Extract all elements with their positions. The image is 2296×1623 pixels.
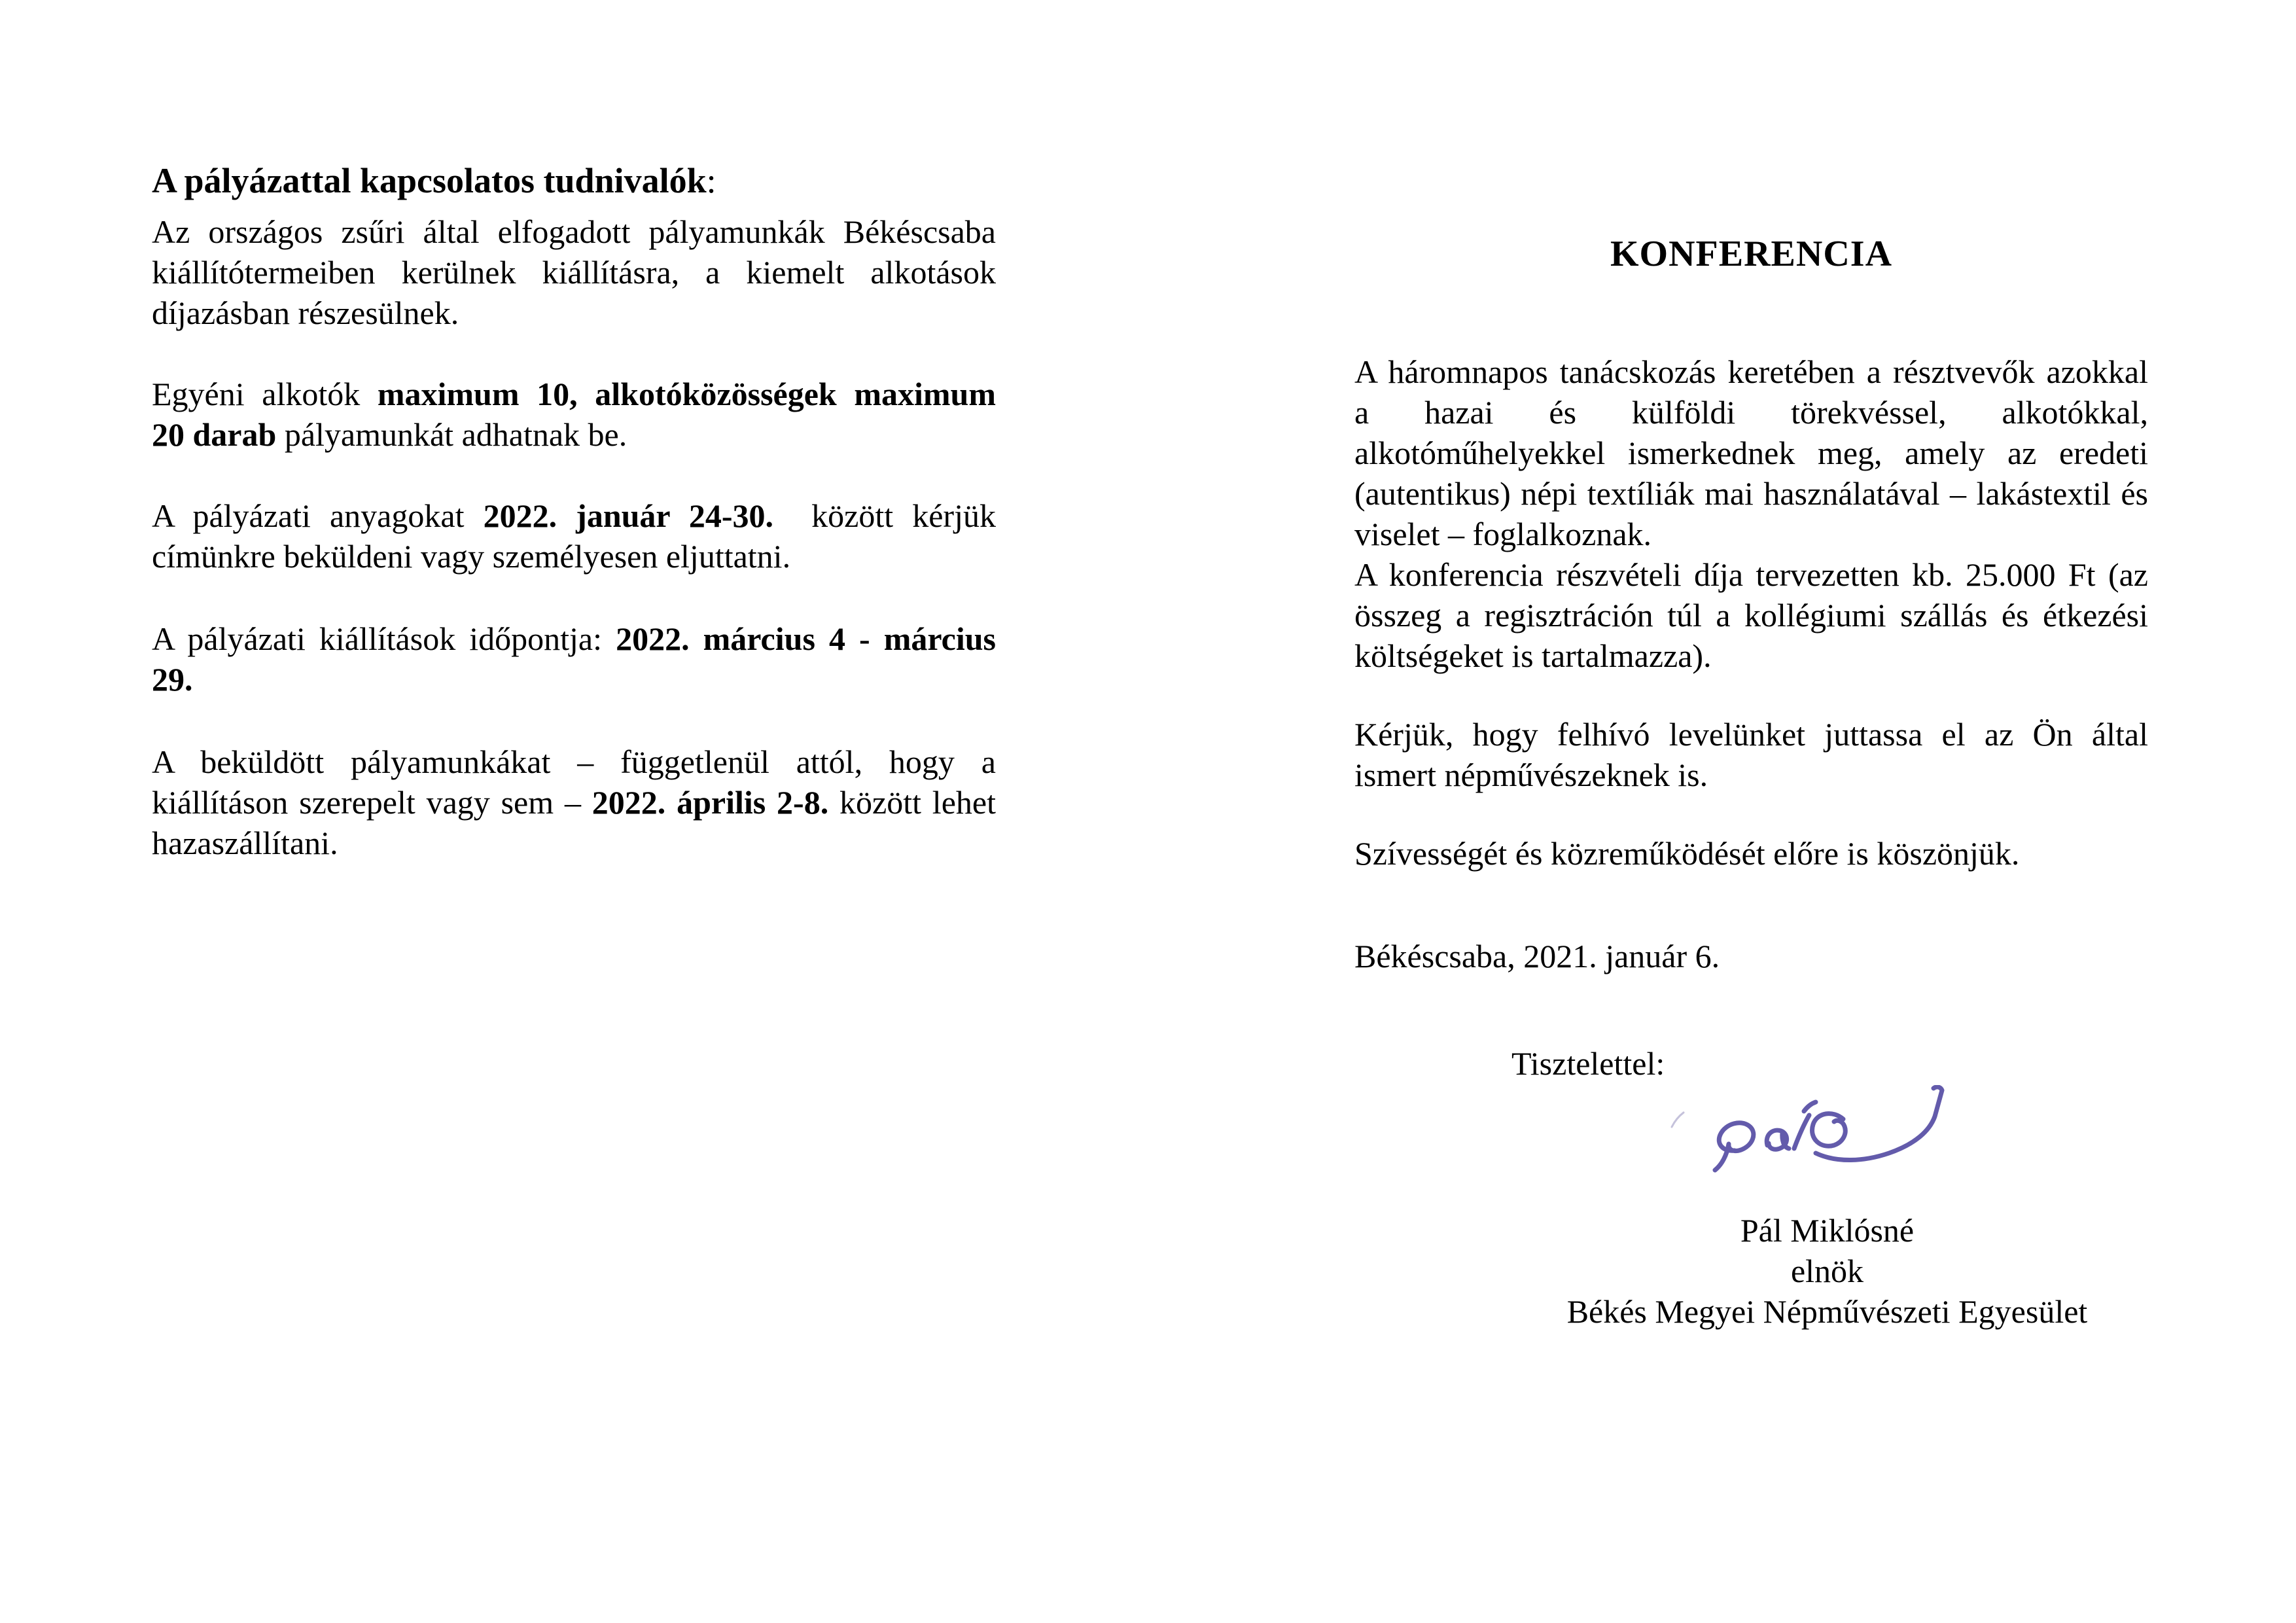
text-segment: között lehet — [828, 784, 996, 821]
signatory-name: Pál Miklósné — [1740, 1212, 1915, 1249]
closing-salutation: Tisztelettel: — [1511, 1045, 1665, 1082]
text-line — [152, 293, 996, 333]
text-line — [152, 160, 996, 201]
text-segment: ismert népművészeknek is. — [1354, 757, 1708, 793]
text-line — [152, 252, 996, 293]
section-heading — [152, 160, 996, 201]
text-segment: kiállításon szerepelt vagy sem – — [152, 784, 592, 821]
signatory-role: elnök — [1790, 1253, 1864, 1289]
text-segment: költségeket is tartalmazza). — [1354, 637, 1712, 674]
text-line — [152, 536, 996, 577]
text-segment: Kérjük, hogy felhívó levelünket juttassa el az Ön által — [1354, 716, 2148, 753]
bold-text-segment: maximum 10, alkotóközösségek maximum — [377, 376, 996, 412]
text-line — [1354, 473, 2148, 514]
text-segment: hazaszállítani. — [152, 825, 338, 861]
bold-text-segment: A pályázattal kapcsolatos tudnivalók — [152, 161, 707, 200]
text-segment: Egyéni alkotók — [152, 376, 378, 412]
text-line — [152, 374, 996, 414]
text-segment: pályamunkát adhatnak be. — [276, 416, 627, 453]
left-page — [152, 160, 996, 863]
text-segment: : — [706, 161, 716, 200]
signature-area — [1354, 1089, 2148, 1210]
paragraph-entry-limits — [152, 374, 996, 455]
text-segment: díjazásban részesülnek. — [152, 294, 459, 331]
text-line — [152, 618, 996, 659]
bold-text-segment: 2022. április 2-8. — [592, 784, 829, 821]
bold-text-segment: 2022. március 4 - március — [616, 620, 996, 657]
signatory-organization: Békés Megyei Népművészeti Egyesület — [1566, 1293, 2088, 1330]
text-line — [1354, 514, 2148, 554]
text-segment: A pályázati anyagokat — [152, 497, 484, 534]
text-line — [1354, 433, 2148, 473]
paragraph-jury-selection — [152, 211, 996, 333]
signature-block — [1505, 1210, 2149, 1332]
date-line: Békéscsaba, 2021. január 6. — [1354, 938, 1720, 974]
text-line — [152, 414, 996, 455]
text-line — [152, 741, 996, 782]
text-segment: között kérjük — [773, 497, 996, 534]
text-line — [1354, 714, 2148, 755]
text-line — [1354, 755, 2148, 795]
text-line — [1354, 833, 2148, 874]
text-segment: A konferencia részvételi díja tervezetten kb. 25.000 Ft (az — [1354, 556, 2148, 593]
text-segment: Szívességét és közreműködését előre is köszönjük. — [1354, 835, 2020, 872]
bold-text-segment: 2022. január 24-30. — [483, 497, 773, 534]
text-segment: összeg a regisztráción túl a kollégiumi szállás és étkezési — [1354, 597, 2148, 633]
text-line — [1354, 635, 2148, 676]
paragraph-exhibition-dates — [152, 618, 996, 700]
text-segment: kiállítótermeiben kerülnek kiállításra, a kiemelt alkotások — [152, 254, 996, 291]
text-line — [1354, 554, 2148, 595]
text-line — [152, 211, 996, 252]
text-line — [152, 659, 996, 700]
text-line — [1354, 595, 2148, 635]
text-line — [152, 823, 996, 863]
conference-title: KONFERENCIA — [1610, 234, 1893, 274]
paragraph-thanks — [1354, 833, 2148, 874]
paragraph-submission-dates — [152, 495, 996, 577]
text-line — [152, 495, 996, 536]
bold-text-segment: 29. — [152, 661, 193, 698]
text-line — [1354, 351, 2148, 392]
text-segment: A háromnapos tanácskozás keretében a résztvevők azokkal — [1354, 353, 2148, 390]
text-segment: A beküldött pályamunkákat – függetlenül attól, hogy a — [152, 743, 996, 780]
paragraph-conference-description — [1354, 351, 2148, 554]
text-line — [152, 782, 996, 823]
text-segment: címünkre beküldeni vagy személyesen eljuttatni. — [152, 538, 791, 575]
text-segment: alkotóműhelyekkel ismerkednek meg, amely az eredeti — [1354, 435, 2148, 471]
text-segment: viselet – foglalkoznak. — [1354, 516, 1652, 552]
paragraph-forward-request — [1354, 714, 2148, 795]
signature-image — [1655, 1085, 1963, 1200]
text-segment: a hazai és külföldi törekvéssel, alkotókkal, — [1354, 394, 2148, 431]
right-page — [1354, 234, 2148, 1332]
text-segment: Az országos zsűri által elfogadott pályamunkák Békéscsaba — [152, 213, 996, 250]
text-segment: (autentikus) népi textíliák mai használatával – lakástextil és — [1354, 475, 2148, 512]
bold-text-segment: 20 darab — [152, 416, 277, 453]
text-segment: A pályázati kiállítások időpontja: — [152, 620, 616, 657]
text-line — [1354, 392, 2148, 433]
paragraph-return-dates — [152, 741, 996, 863]
paragraph-participation-fee — [1354, 554, 2148, 676]
